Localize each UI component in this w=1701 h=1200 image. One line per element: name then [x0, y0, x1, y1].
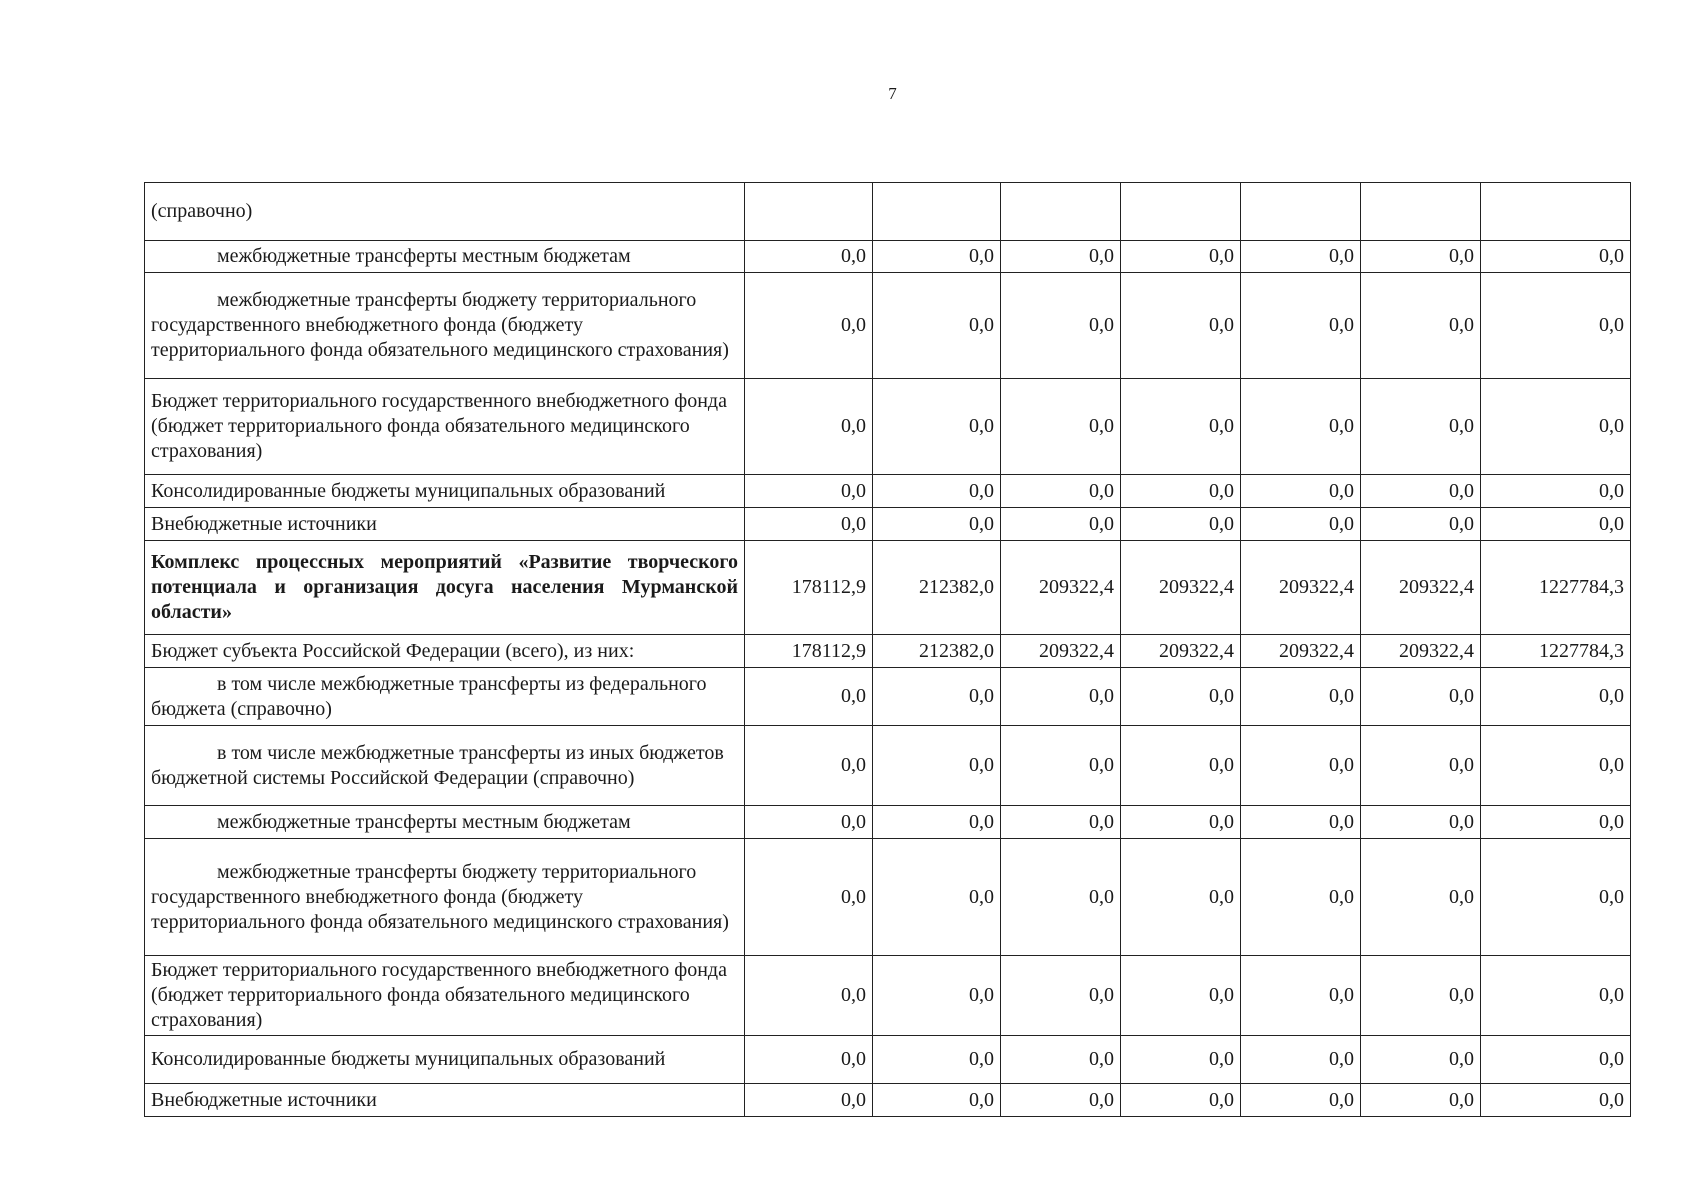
row-label-cell — [145, 726, 745, 806]
value-cell-year-5: 0,0 — [1241, 379, 1361, 475]
row-label: Бюджет субъекта Российской Федерации (всего), из них: — [151, 639, 635, 662]
value-cell-year-3: 0,0 — [1001, 379, 1121, 475]
table-row — [145, 541, 1631, 635]
value-cell-year-4: 0,0 — [1121, 508, 1241, 541]
value-cell-year-1: 0,0 — [745, 475, 873, 508]
value-cell-year-1: 0,0 — [745, 241, 873, 273]
table-row — [145, 956, 1631, 1036]
value-cell-year-5: 0,0 — [1241, 956, 1361, 1036]
value-cell-year-4: 0,0 — [1121, 475, 1241, 508]
value-cell-year-5 — [1241, 183, 1361, 241]
value-cell-year-2: 0,0 — [873, 839, 1001, 956]
value-cell-year-7: 0,0 — [1481, 475, 1631, 508]
value-cell-year-1: 0,0 — [745, 668, 873, 726]
row-label: Бюджет территориального государственного внебюджетного фонда (бюджет территориального фонда обязательного медицинского страхования) — [151, 390, 727, 462]
row-label-cell — [145, 241, 745, 273]
row-label-cell — [145, 839, 745, 956]
value-cell-year-4: 0,0 — [1121, 241, 1241, 273]
table-row — [145, 475, 1631, 508]
table-row — [145, 241, 1631, 273]
value-cell-year-7: 0,0 — [1481, 668, 1631, 726]
value-cell-year-1: 0,0 — [745, 1084, 873, 1117]
value-cell-year-1: 0,0 — [745, 726, 873, 806]
table-row — [145, 183, 1631, 241]
value-cell-year-3: 0,0 — [1001, 1084, 1121, 1117]
value-cell-year-2: 212382,0 — [873, 541, 1001, 635]
value-cell-year-3: 0,0 — [1001, 839, 1121, 956]
value-cell-year-2: 0,0 — [873, 956, 1001, 1036]
value-cell-year-5: 0,0 — [1241, 668, 1361, 726]
value-cell-year-1: 0,0 — [745, 839, 873, 956]
value-cell-year-1: 0,0 — [745, 379, 873, 475]
value-cell-year-1: 0,0 — [745, 1036, 873, 1084]
page-number: 7 — [888, 84, 897, 103]
value-cell-year-5: 0,0 — [1241, 726, 1361, 806]
value-cell-year-6: 0,0 — [1361, 726, 1481, 806]
value-cell-year-2 — [873, 183, 1001, 241]
value-cell-year-7: 0,0 — [1481, 241, 1631, 273]
budget-table — [144, 182, 1631, 1117]
table-row — [145, 839, 1631, 956]
value-cell-year-6: 0,0 — [1361, 379, 1481, 475]
value-cell-year-5: 0,0 — [1241, 241, 1361, 273]
row-label: Консолидированные бюджеты муниципальных образований — [151, 1048, 666, 1070]
value-cell-year-5: 0,0 — [1241, 508, 1361, 541]
table-row — [145, 1084, 1631, 1117]
value-cell-year-4: 0,0 — [1121, 1084, 1241, 1117]
value-cell-year-6: 0,0 — [1361, 1084, 1481, 1117]
value-cell-year-5: 0,0 — [1241, 806, 1361, 839]
table-row — [145, 668, 1631, 726]
value-cell-year-7: 0,0 — [1481, 956, 1631, 1036]
value-cell-year-4: 0,0 — [1121, 1036, 1241, 1084]
value-cell-year-6: 209322,4 — [1361, 635, 1481, 668]
value-cell-year-2: 0,0 — [873, 668, 1001, 726]
value-cell-year-6: 209322,4 — [1361, 541, 1481, 635]
value-cell-year-2: 0,0 — [873, 508, 1001, 541]
row-label-cell — [145, 635, 745, 668]
row-label: Внебюджетные источники — [151, 1088, 377, 1111]
value-cell-year-6: 0,0 — [1361, 1036, 1481, 1084]
table-row — [145, 379, 1631, 475]
row-label-cell — [145, 379, 745, 475]
value-cell-year-1: 0,0 — [745, 806, 873, 839]
value-cell-year-6: 0,0 — [1361, 241, 1481, 273]
value-cell-year-2: 0,0 — [873, 379, 1001, 475]
value-cell-year-6: 0,0 — [1361, 956, 1481, 1036]
row-label: Внебюджетные источники — [151, 512, 377, 535]
value-cell-year-7: 0,0 — [1481, 379, 1631, 475]
row-label-cell — [145, 273, 745, 379]
row-label: (справочно) — [151, 200, 253, 222]
row-label-cell — [145, 183, 745, 241]
value-cell-year-6: 0,0 — [1361, 273, 1481, 379]
row-label: межбюджетные трансферты местным бюджетам — [217, 810, 631, 833]
row-label: межбюджетные трансферты бюджету территориального государственного внебюджетного фонда (бюджету территориального фонда обязательного медицинского страхования) — [151, 289, 729, 361]
value-cell-year-5: 0,0 — [1241, 475, 1361, 508]
value-cell-year-5: 0,0 — [1241, 1084, 1361, 1117]
table-row — [145, 635, 1631, 668]
value-cell-year-2: 212382,0 — [873, 635, 1001, 668]
value-cell-year-7: 0,0 — [1481, 1084, 1631, 1117]
value-cell-year-1: 0,0 — [745, 273, 873, 379]
value-cell-year-2: 0,0 — [873, 806, 1001, 839]
value-cell-year-7: 0,0 — [1481, 839, 1631, 956]
value-cell-year-3: 0,0 — [1001, 241, 1121, 273]
value-cell-year-3: 209322,4 — [1001, 541, 1121, 635]
value-cell-year-1: 0,0 — [745, 956, 873, 1036]
row-label: межбюджетные трансферты бюджету территориального государственного внебюджетного фонда (бюджету территориального фонда обязательного медицинского страхования) — [151, 860, 729, 933]
value-cell-year-2: 0,0 — [873, 726, 1001, 806]
value-cell-year-4: 209322,4 — [1121, 635, 1241, 668]
value-cell-year-7: 0,0 — [1481, 1036, 1631, 1084]
value-cell-year-7: 1227784,3 — [1481, 635, 1631, 668]
value-cell-year-1: 178112,9 — [745, 635, 873, 668]
value-cell-year-2: 0,0 — [873, 1084, 1001, 1117]
value-cell-year-3: 0,0 — [1001, 956, 1121, 1036]
value-cell-year-5: 0,0 — [1241, 273, 1361, 379]
row-label-cell — [145, 508, 745, 541]
row-label-cell — [145, 668, 745, 726]
value-cell-year-4: 209322,4 — [1121, 541, 1241, 635]
value-cell-year-5: 209322,4 — [1241, 635, 1361, 668]
row-label: в том числе межбюджетные трансферты из иных бюджетов бюджетной системы Российской Федерации (справочно) — [151, 741, 724, 789]
table-row — [145, 806, 1631, 839]
value-cell-year-1: 0,0 — [745, 508, 873, 541]
row-label-cell — [145, 541, 745, 635]
row-label-cell — [145, 475, 745, 508]
value-cell-year-5: 209322,4 — [1241, 541, 1361, 635]
value-cell-year-4: 0,0 — [1121, 668, 1241, 726]
value-cell-year-2: 0,0 — [873, 241, 1001, 273]
value-cell-year-7: 1227784,3 — [1481, 541, 1631, 635]
value-cell-year-3: 0,0 — [1001, 806, 1121, 839]
value-cell-year-6: 0,0 — [1361, 475, 1481, 508]
table-row — [145, 508, 1631, 541]
value-cell-year-3: 0,0 — [1001, 508, 1121, 541]
value-cell-year-3: 0,0 — [1001, 726, 1121, 806]
value-cell-year-4: 0,0 — [1121, 956, 1241, 1036]
value-cell-year-7: 0,0 — [1481, 726, 1631, 806]
row-label: межбюджетные трансферты местным бюджетам — [217, 245, 631, 267]
value-cell-year-3 — [1001, 183, 1121, 241]
row-label-cell — [145, 956, 745, 1036]
value-cell-year-1: 178112,9 — [745, 541, 873, 635]
row-label-cell — [145, 1084, 745, 1117]
value-cell-year-6 — [1361, 183, 1481, 241]
value-cell-year-1 — [745, 183, 873, 241]
value-cell-year-4: 0,0 — [1121, 726, 1241, 806]
value-cell-year-6: 0,0 — [1361, 668, 1481, 726]
table-row — [145, 1036, 1631, 1084]
table-body — [145, 183, 1631, 1117]
row-label: Консолидированные бюджеты муниципальных образований — [151, 479, 666, 502]
value-cell-year-7: 0,0 — [1481, 508, 1631, 541]
value-cell-year-3: 0,0 — [1001, 668, 1121, 726]
value-cell-year-2: 0,0 — [873, 475, 1001, 508]
value-cell-year-4 — [1121, 183, 1241, 241]
value-cell-year-7: 0,0 — [1481, 273, 1631, 379]
value-cell-year-3: 209322,4 — [1001, 635, 1121, 668]
value-cell-year-3: 0,0 — [1001, 273, 1121, 379]
value-cell-year-5: 0,0 — [1241, 839, 1361, 956]
value-cell-year-3: 0,0 — [1001, 475, 1121, 508]
row-label: Комплекс процессных мероприятий «Развитие творческого потенциала и организация досуга населения Мурманской области» — [151, 551, 738, 623]
row-label-cell — [145, 1036, 745, 1084]
value-cell-year-4: 0,0 — [1121, 273, 1241, 379]
value-cell-year-2: 0,0 — [873, 273, 1001, 379]
value-cell-year-5: 0,0 — [1241, 1036, 1361, 1084]
value-cell-year-7 — [1481, 183, 1631, 241]
value-cell-year-6: 0,0 — [1361, 839, 1481, 956]
value-cell-year-3: 0,0 — [1001, 1036, 1121, 1084]
value-cell-year-2: 0,0 — [873, 1036, 1001, 1084]
value-cell-year-4: 0,0 — [1121, 839, 1241, 956]
value-cell-year-6: 0,0 — [1361, 508, 1481, 541]
row-label-cell — [145, 806, 745, 839]
value-cell-year-7: 0,0 — [1481, 806, 1631, 839]
value-cell-year-4: 0,0 — [1121, 379, 1241, 475]
value-cell-year-6: 0,0 — [1361, 806, 1481, 839]
value-cell-year-4: 0,0 — [1121, 806, 1241, 839]
table-row — [145, 726, 1631, 806]
table-row — [145, 273, 1631, 379]
row-label: Бюджет территориального государственного внебюджетного фонда (бюджет территориального фонда обязательного медицинского страхования) — [151, 959, 727, 1031]
row-label: в том числе межбюджетные трансферты из федерального бюджета (справочно) — [151, 672, 707, 720]
